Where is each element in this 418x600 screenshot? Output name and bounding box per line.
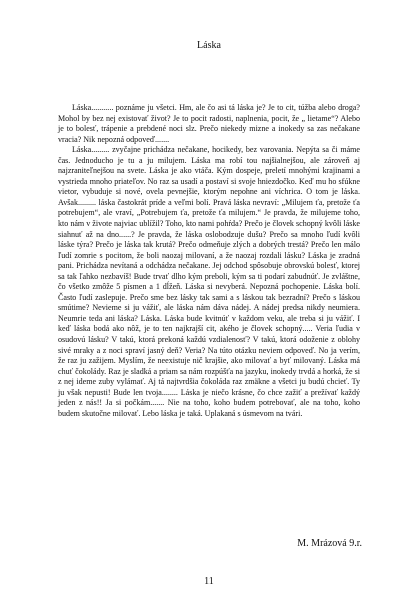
essay-body [58, 103, 360, 419]
page-title: Láska [197, 40, 221, 51]
page-number: 11 [204, 576, 214, 587]
paragraph-intro: Láska........... poznáme ju všetci. Hm, ale čo asi tá láska je? Je to cit, túžba alebo droga? Mohol by bez nej existovať život? Je to pocit radosti, naplnenia, pocit, že „ lietame“? Alebo je to bolesť, trápenie a prebdené noci slz. Prečo niekedy mizne a inokedy sa zas nečakane vracia? Nik nepozná odpoveď....... [58, 103, 360, 144]
author-signature: M. Mrázová 9.r. [297, 538, 362, 549]
paragraph-main: Láska......... zvyčajne prichádza nečakane, hocikedy, bez varovania. Nepýta sa či máme čas. Jednoducho je tu a ju milujem. Láska ma robí tou najšialnejšou, ale zároveň aj najzraniteľnejšou na svete. Láska je ako vtáča. Kým dospeje, preletí mnohými krajinami a vystrieda mnoho priateľov. No raz sa usadí a postaví si svoje hniezdočko. Keď mu ho sfúkne vietor, vybuduje si nové, ovela pevnejšie, ktorým nepohne ani víchrica. O tom je láska. Avšak......... láska častokrát príde a veľmi bolí. Pravá láska nevraví: „Milujem ťa, pretože ťa potrebujem“, ale vraví, „Potrebujem ťa, pretože ťa milujem.“ Je pravda, že milujeme toho, kto nám v živote najviac ublížil? Toho, kto nami pohŕda? Prečo je človek schopný kvôli láske siahnuť až na dno......? Je pravda, že láska oslobodzuje dušu? Prečo sa mnoho ľudí kvôli láske týra? Prečo je láska tak krutá? Prečo odmeňuje zlých a dobrých trestá? Prečo len málo ľudí zomrie s pocitom, že boli naozaj milovaní, a že naozaj rozdali lásku? Láska je zradná pani. Prichádza nevítaná a odchádza nečakane. Jej odchod spôsobuje obrovskú bolesť, ktorej sa tak ľahko nezbavíš! Bude trvať dlho kým preboli, kým sa ti podarí zabudnúť. Je zvláštne, čo všetko zmôže 5 písmen a 1 dĺžeň. Láska si nevyberá. Nepozná pochopenie. Láska bolí. Často ľudí zaslepuje. Prečo sme bez lásky tak sami a s láskou tak bezradní? Prečo s láskou smútime? Nevieme si ju vážiť, ale láska nám dáva nádej. A nádej predsa nikdy neumiera. Neumrie teda ani láska? Láska. Láska bude kvitnúť v každom veku, ale treba si ju vážiť. I keď láska bodá ako nôž, je to ten najkrajší cit, akého je človek schopný..... Veria ľudia v osudovú lásku? V takú, ktorá prekoná každú vzdialenosť? V takú, ktorá odoženie z oblohy sivé mraky a z noci spraví jasný deň? Veria? Na túto otázku neviem odpoveď. No ja verím, že raz ju zažijem. Myslím, že neexistuje nič krajšie, ako milovať a byť milovaný. Láska má chuť čokolády. Raz je sladká a priam sa nám rozpúšťa na jazyku, inokedy trvdá a horká, že si z nej ideme zuby vylámať. Aj tá najtvrdšia čokoláda raz zmäkne a všetci ju budú chcieť. Ty ju však nepusti! Bude len tvoja........ Láska je niečo krásne, čo chce zažiť a prežívať každý jeden z nás!! Ja si počkám....... Nie na toho, koho budem potrebovať, ale na toho, koho budem skutočne milovať. Lebo láska je taká. Uplakaná s úsmevom na tvári. [58, 145, 360, 418]
